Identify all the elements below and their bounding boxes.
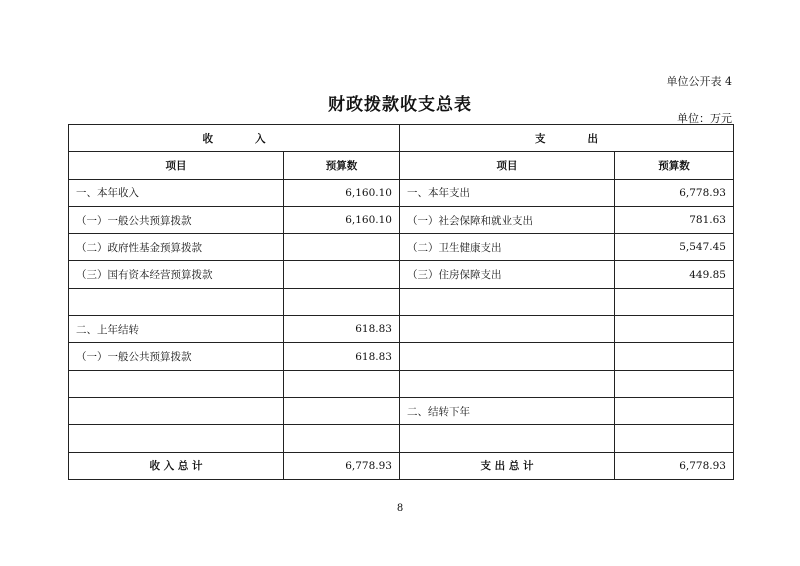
table-row	[69, 343, 734, 370]
expense-amount-cell: 781.63	[615, 206, 734, 233]
expense-item-cell: （一）社会保障和就业支出	[400, 206, 615, 233]
income-item-cell: （二）政府性基金预算拨款	[69, 234, 284, 261]
expense-budget-header: 预算数	[615, 152, 734, 179]
table-row	[69, 425, 734, 452]
column-header-row	[69, 152, 734, 179]
expense-total-amount: 6,778.93	[615, 452, 734, 479]
table-row	[69, 179, 734, 206]
table-row	[69, 288, 734, 315]
income-item-cell	[69, 370, 284, 397]
expense-item-cell: （三）住房保障支出	[400, 261, 615, 288]
group-header-row	[69, 125, 734, 152]
expense-item-cell	[400, 370, 615, 397]
page-number: 8	[396, 503, 404, 514]
income-amount-cell	[284, 425, 400, 452]
income-amount-cell: 6,160.10	[284, 206, 400, 233]
expense-item-cell	[400, 343, 615, 370]
income-item-cell: （三）国有资本经营预算拨款	[69, 261, 284, 288]
income-amount-cell	[284, 370, 400, 397]
expense-amount-cell	[615, 397, 734, 424]
table-row	[69, 370, 734, 397]
expense-amount-cell	[615, 343, 734, 370]
table-row	[69, 206, 734, 233]
income-amount-cell	[284, 261, 400, 288]
expense-amount-cell	[615, 370, 734, 397]
expense-item-cell: 一、本年支出	[400, 179, 615, 206]
expense-amount-cell: 449.85	[615, 261, 734, 288]
budget-summary-table	[68, 124, 734, 480]
expense-amount-cell	[615, 288, 734, 315]
income-group-header: 收 入	[69, 125, 400, 152]
expense-amount-cell: 5,547.45	[615, 234, 734, 261]
income-item-cell: （一）一般公共预算拨款	[69, 206, 284, 233]
income-total-amount: 6,778.93	[284, 452, 400, 479]
income-amount-cell: 618.83	[284, 316, 400, 343]
expense-item-cell	[400, 425, 615, 452]
income-item-cell: 二、上年结转	[69, 316, 284, 343]
income-item-header: 项目	[69, 152, 284, 179]
expense-item-cell: （二）卫生健康支出	[400, 234, 615, 261]
income-amount-cell	[284, 397, 400, 424]
expense-total-label: 支 出 总 计	[400, 452, 615, 479]
unit-label: 单位：万元	[677, 112, 732, 125]
income-amount-cell: 6,160.10	[284, 179, 400, 206]
expense-amount-cell: 6,778.93	[615, 179, 734, 206]
income-item-cell: 一、本年收入	[69, 179, 284, 206]
total-row	[69, 452, 734, 479]
income-item-cell	[69, 288, 284, 315]
page-title: 财政拨款收支总表	[328, 95, 472, 115]
expense-item-cell	[400, 316, 615, 343]
table-row	[69, 261, 734, 288]
table-row	[69, 397, 734, 424]
table-row	[69, 234, 734, 261]
income-item-cell: （一）一般公共预算拨款	[69, 343, 284, 370]
expense-item-cell: 二、结转下年	[400, 397, 615, 424]
expense-amount-cell	[615, 425, 734, 452]
income-amount-cell	[284, 234, 400, 261]
expense-item-header: 项目	[400, 152, 615, 179]
income-item-cell	[69, 425, 284, 452]
form-number: 单位公开表 4	[666, 75, 732, 88]
income-budget-header: 预算数	[284, 152, 400, 179]
expense-item-cell	[400, 288, 615, 315]
income-total-label: 收 入 总 计	[69, 452, 284, 479]
income-amount-cell	[284, 288, 400, 315]
income-item-cell	[69, 397, 284, 424]
expense-amount-cell	[615, 316, 734, 343]
expense-group-header: 支 出	[400, 125, 734, 152]
income-amount-cell: 618.83	[284, 343, 400, 370]
table-row	[69, 316, 734, 343]
